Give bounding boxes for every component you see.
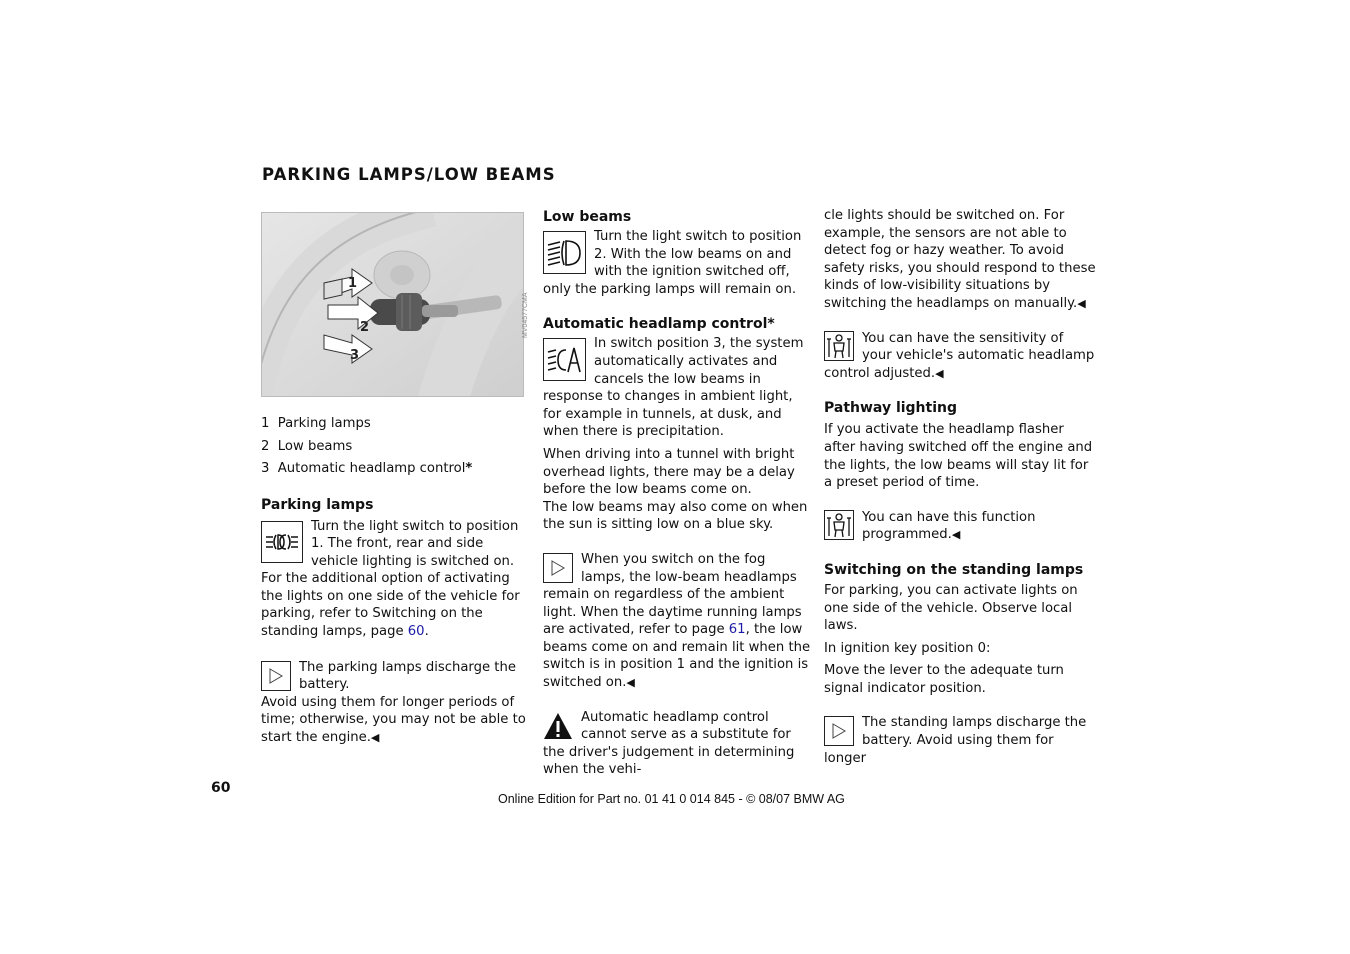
programmed-text: You can have this function programmed.◀ bbox=[862, 509, 1036, 543]
light-switch-illustration bbox=[262, 213, 523, 396]
low-beams-text: Turn the light switch to position 2. With the low beams on and with the ignition switched off, only the parking lamps will remain on. bbox=[543, 229, 802, 297]
column-1 bbox=[261, 415, 531, 747]
battery-note-text: The parking lamps discharge the battery. bbox=[299, 659, 516, 693]
tunnel-text: When driving into a tunnel with bright overhead lights, there may be a delay before the low beams come on. bbox=[543, 446, 795, 498]
parking-lamps-heading: Parking lamps bbox=[261, 496, 374, 513]
column-2 bbox=[543, 208, 813, 779]
low-beams-heading: Low beams bbox=[543, 209, 632, 225]
fog-lamps-text: When you switch on the fog lamps, the low-beam headlamps remain on regardless of the ambient light. When the daytime running lamps are activated, refer to page 61, the low beams come on and remain lit when the switch is in position 1 and the ignition is switched on.◀ bbox=[543, 551, 811, 691]
standing-lamps-heading: Switching on the standing lamps bbox=[824, 561, 1084, 578]
parking-lamps-text: Turn the light switch to position 1. The front, rear and side vehicle lighting is switched on. bbox=[311, 518, 519, 569]
callout-1: 1 bbox=[348, 276, 358, 291]
pathway-lighting-text: If you activate the headlamp flasher after having switched off the engine and the lights, the low beams will stay lit for a preset period of time. bbox=[824, 422, 1093, 491]
footer: Online Edition for Part no. 01 41 0 014 845 - © 08/07 BMW AG bbox=[498, 792, 845, 806]
page-link-60[interactable]: 60 bbox=[407, 624, 425, 640]
warning-text: Automatic headlamp control cannot serve as a substitute for the driver's judgement in determining when the vehi- bbox=[543, 709, 795, 778]
light-switch-figure bbox=[261, 212, 524, 397]
pathway-lighting-heading: Pathway lighting bbox=[824, 400, 958, 417]
callout-3: 3 bbox=[350, 348, 360, 363]
figure-code: MV04577CMA bbox=[522, 292, 529, 338]
sun-text: The low beams may also come on when the sun is sitting low on a blue sky. bbox=[543, 499, 808, 533]
low-beam-icon bbox=[543, 231, 586, 274]
auto-headlamp-heading: Automatic headlamp control* bbox=[543, 316, 775, 333]
continued-text: cle lights should be switched on. For example, the sensors are not able to detect fog or hazy weather. To avoid safety risks, you should respond to these kinds of low-visibility situations by switching the headlamps on manually.◀ bbox=[824, 208, 1096, 311]
standing-lamps-note: The standing lamps discharge the battery. Avoid using them for longer bbox=[824, 715, 1087, 766]
standing-lamps-text: For parking, you can activate lights on one side of the vehicle. Observe local laws. bbox=[824, 582, 1078, 634]
column-3 bbox=[824, 207, 1096, 767]
page-title: PARKING LAMPS/LOW BEAMS bbox=[262, 165, 556, 184]
legend-item-1: 1 Parking lamps bbox=[261, 416, 371, 431]
warning-icon bbox=[543, 711, 573, 741]
parking-lamp-icon bbox=[261, 521, 303, 563]
page-number: 60 bbox=[211, 780, 231, 796]
battery-note-text-2: Avoid using them for longer periods of time; otherwise, you may not be able to start the engine.◀ bbox=[261, 694, 526, 746]
note-icon bbox=[824, 716, 854, 746]
lever-text: Move the lever to the adequate turn signal indicator position. bbox=[824, 663, 1064, 696]
legend-item-3: 3 Automatic headlamp control* bbox=[261, 461, 473, 476]
service-icon bbox=[824, 331, 854, 361]
callout-2: 2 bbox=[360, 320, 370, 335]
note-icon bbox=[543, 553, 573, 583]
page-link-61[interactable]: 61 bbox=[728, 622, 746, 638]
legend-item-2: 2 Low beams bbox=[261, 438, 353, 454]
sensitivity-text: You can have the sensitivity of your vehicle's automatic headlamp control adjusted.◀ bbox=[824, 330, 1095, 381]
auto-headlamp-icon bbox=[543, 338, 586, 381]
ignition-position-text: In ignition key position 0: bbox=[824, 640, 991, 656]
parking-lamps-option-text: For the additional option of activating the lights on one side of the vehicle for parking, refer to Switching on the standing lamps, page 60. bbox=[261, 571, 520, 640]
note-icon bbox=[261, 661, 291, 691]
service-icon bbox=[824, 510, 854, 540]
auto-headlamp-text: In switch position 3, the system automatically activates and cancels the low beams in response to changes in ambient light, for example in tunnels, at dusk, and when there is precipitation. bbox=[543, 336, 804, 440]
